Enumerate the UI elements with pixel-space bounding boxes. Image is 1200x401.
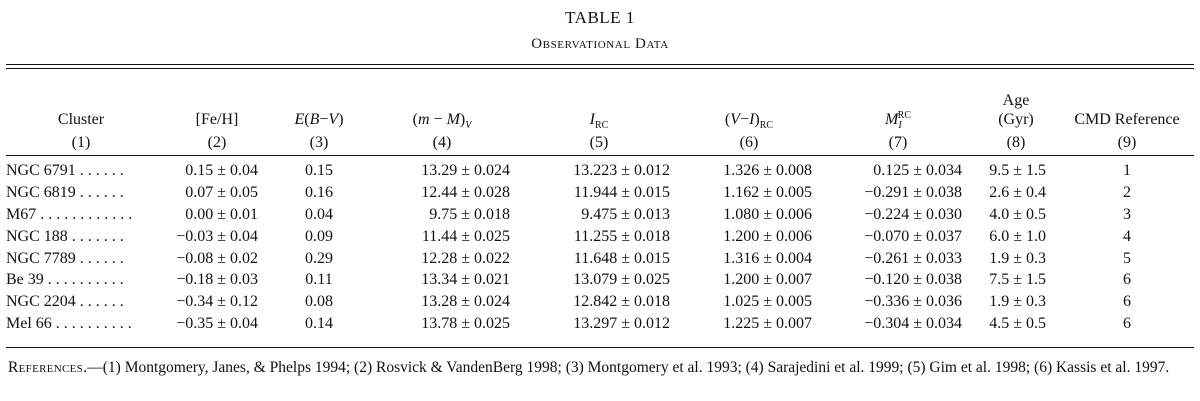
cell-vi: 1.225 ± 0.007 xyxy=(723,314,812,332)
cell-mM: 13.78 ± 0.025 xyxy=(421,314,510,332)
cell-irc: 12.842 ± 0.018 xyxy=(573,293,670,311)
cell-cluster: NGC 6791 . . . . . . xyxy=(6,162,124,180)
cell-cluster: NGC 2204 . . . . . . xyxy=(6,293,124,311)
cell-cluster: NGC 6819 . . . . . . xyxy=(6,184,124,202)
cell-irc: 13.297 ± 0.012 xyxy=(573,314,670,332)
bottom-rule xyxy=(6,347,1194,348)
cell-irc: 11.255 ± 0.018 xyxy=(573,227,670,245)
header-row xyxy=(6,74,1194,152)
cell-age: 7.5 ± 1.5 xyxy=(989,271,1046,289)
cell-feh: 0.07 ± 0.05 xyxy=(185,184,258,202)
table-subtitle: Observational Data xyxy=(531,36,669,52)
references-note: References.—(1) Montgomery, Janes, & Phelps 1994; (2) Rosvick & VandenBerg 1998; (3) Montgomery et al. 1993; (4) Sarajedini et al. 1999; (5) Gim et al. 1998; (6) Kassis et al. 1997. xyxy=(8,359,1170,376)
cell-mi: 0.125 ± 0.034 xyxy=(873,162,962,180)
table-row xyxy=(6,313,1194,335)
col-header-irc: $I_{RC}$ (5) xyxy=(589,111,609,151)
cell-feh: −0.03 ± 0.04 xyxy=(176,227,258,245)
cell-cmd: 6 xyxy=(1123,314,1131,332)
col-header-mi: $M_I^{RC}$ (7) xyxy=(884,109,911,151)
cell-cmd: 6 xyxy=(1123,293,1131,311)
table-title: TABLE 1 xyxy=(565,8,635,27)
cell-mM: 13.29 ± 0.024 xyxy=(421,162,510,180)
cell-cluster: Be 39 . . . . . . . . . . xyxy=(6,271,124,289)
cell-mi: −0.224 ± 0.030 xyxy=(864,205,962,223)
cell-mi: −0.261 ± 0.033 xyxy=(864,249,962,267)
table-row xyxy=(6,160,1194,182)
cell-feh: 0.15 ± 0.04 xyxy=(185,162,258,180)
col-header-ebv: E(B−V) (3) xyxy=(294,111,344,151)
col-header-feh: [Fe/H] (2) xyxy=(195,111,239,151)
cell-ebv: 0.29 xyxy=(305,249,333,267)
table-row xyxy=(6,204,1194,226)
table-row xyxy=(6,269,1194,291)
cell-cmd: 3 xyxy=(1123,205,1131,223)
observational-data-table xyxy=(6,74,1194,334)
top-rule-2 xyxy=(6,68,1194,69)
cell-ebv: 0.16 xyxy=(305,184,333,202)
cell-mM: 11.44 ± 0.025 xyxy=(421,227,510,245)
cell-mi: −0.336 ± 0.036 xyxy=(864,293,962,311)
cell-ebv: 0.08 xyxy=(305,293,333,311)
cell-vi: 1.200 ± 0.006 xyxy=(723,227,812,245)
cell-ebv: 0.14 xyxy=(305,314,333,332)
cell-cmd: 6 xyxy=(1123,271,1131,289)
cell-ebv: 0.11 xyxy=(305,271,333,289)
cell-mM: 13.34 ± 0.021 xyxy=(421,271,510,289)
cell-irc: 11.944 ± 0.015 xyxy=(573,184,670,202)
cell-cluster: Mel 66 . . . . . . . . . . xyxy=(6,314,132,332)
cell-mi: −0.291 ± 0.038 xyxy=(864,184,962,202)
cell-cmd: 5 xyxy=(1123,249,1131,267)
cell-age: 1.9 ± 0.3 xyxy=(989,249,1046,267)
cell-feh: −0.08 ± 0.02 xyxy=(176,249,258,267)
cell-age: 2.6 ± 0.4 xyxy=(989,184,1046,202)
cell-ebv: 0.15 xyxy=(305,162,333,180)
col-header-cluster: Cluster (1) xyxy=(57,111,105,151)
cell-irc: 11.648 ± 0.015 xyxy=(573,249,670,267)
table-row xyxy=(6,291,1194,313)
cell-vi: 1.326 ± 0.008 xyxy=(723,162,812,180)
cell-cmd: 2 xyxy=(1123,184,1131,202)
cell-feh: −0.34 ± 0.12 xyxy=(176,293,258,311)
cell-ebv: 0.04 xyxy=(305,205,333,223)
cell-irc: 13.079 ± 0.025 xyxy=(573,271,670,289)
table-row xyxy=(6,247,1194,269)
cell-vi: 1.025 ± 0.005 xyxy=(723,293,812,311)
table-body xyxy=(6,160,1194,334)
cell-mM: 13.28 ± 0.024 xyxy=(421,293,510,311)
cell-age: 6.0 ± 1.0 xyxy=(989,227,1046,245)
cell-ebv: 0.09 xyxy=(305,227,333,245)
cell-mM: 12.28 ± 0.022 xyxy=(421,249,510,267)
cell-vi: 1.080 ± 0.006 xyxy=(723,205,812,223)
cell-irc: 9.475 ± 0.013 xyxy=(581,205,670,223)
cell-cmd: 4 xyxy=(1123,227,1131,245)
cell-mM: 12.44 ± 0.028 xyxy=(421,184,510,202)
table-row xyxy=(6,225,1194,247)
col-header-distance-modulus: $(m - M)_V$ (4) xyxy=(412,111,472,151)
cell-feh: −0.18 ± 0.03 xyxy=(176,271,258,289)
cell-vi: 1.316 ± 0.004 xyxy=(723,249,812,267)
col-header-cmd-reference: CMD Reference (9) xyxy=(1074,111,1180,151)
top-rule-1 xyxy=(6,64,1194,65)
cell-cluster: NGC 7789 . . . . . . xyxy=(6,249,124,267)
cell-vi: 1.162 ± 0.005 xyxy=(723,184,812,202)
col-header-age: Age (Gyr) (8) xyxy=(998,92,1034,151)
col-header-vi: $(V-I)_{RC}$ (6) xyxy=(724,111,774,151)
cell-feh: 0.00 ± 0.01 xyxy=(185,205,258,223)
cell-cluster: M67 . . . . . . . . . . . . xyxy=(6,205,133,223)
table-row xyxy=(6,182,1194,204)
cell-age: 4.0 ± 0.5 xyxy=(989,205,1046,223)
cell-vi: 1.200 ± 0.007 xyxy=(723,271,812,289)
cell-feh: −0.35 ± 0.04 xyxy=(176,314,258,332)
cell-age: 9.5 ± 1.5 xyxy=(989,162,1046,180)
cell-cmd: 1 xyxy=(1123,162,1131,180)
cell-age: 1.9 ± 0.3 xyxy=(989,293,1046,311)
cell-mM: 9.75 ± 0.018 xyxy=(429,205,510,223)
cell-age: 4.5 ± 0.5 xyxy=(989,314,1046,332)
cell-mi: −0.304 ± 0.034 xyxy=(864,314,962,332)
cell-cluster: NGC 188 . . . . . . . xyxy=(6,227,124,245)
cell-irc: 13.223 ± 0.012 xyxy=(573,162,670,180)
cell-mi: −0.070 ± 0.037 xyxy=(864,227,962,245)
cell-mi: −0.120 ± 0.038 xyxy=(864,271,962,289)
